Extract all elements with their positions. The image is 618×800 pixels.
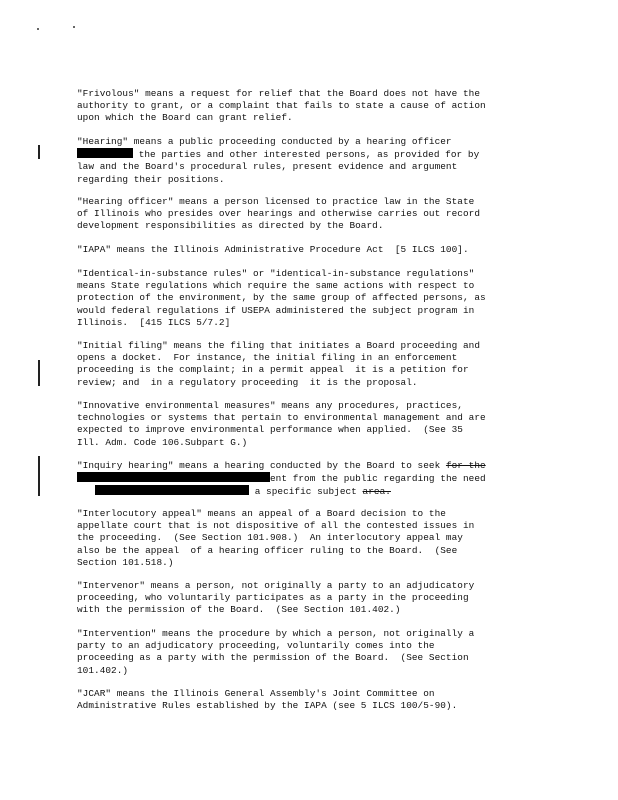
definition-frivolous: "Frivolous" means a request for relief that the Board does not have the authority to grant, or a complaint that fails to state a cause of action upon which the Board can grant relief. (77, 88, 486, 124)
scan-speck (73, 26, 75, 28)
redaction-block (77, 472, 270, 482)
redaction-block (95, 485, 249, 495)
redaction-block (77, 148, 133, 158)
definition-interlocutory-appeal: "Interlocutory appeal" means an appeal of a Board decision to the appellate court that is not dispositive of all the contested issues in the proceeding. (See Section 101.908.) An interlocutory appeal may also be the appeal of a hearing officer ruling to the Board. (See Section 101.518.) (77, 508, 475, 568)
definition-hearing: "Hearing" means a public proceeding conducted by a hearing officer the parties and other interested persons, as provided for by law and the Board's procedural rules, present evidence and argument regarding their positions. (77, 136, 480, 185)
definition-inquiry-hearing: "Inquiry hearing" means a hearing conducted by the Board to seek for the ent from the public regarding the need a specific subject area. (77, 460, 486, 498)
struck-text: for the (445, 460, 486, 471)
definition-iapa: "IAPA" means the Illinois Administrative Procedure Act [5 ILCS 100]. (77, 244, 469, 255)
definition-innovative-measures: "Innovative environmental measures" means any procedures, practices, technologies or systems that pertain to environmental management and are expected to improve environmental performance when applied. (See 35 Ill. Adm. Code 106.Subpart G.) (77, 400, 486, 448)
scan-speck (37, 28, 39, 30)
definition-initial-filing: "Initial filing" means the filing that initiates a Board proceeding and opens a docket. For instance, the initial filing in an enforcement proceeding is the complaint; in a permit appeal it is a petition for review; and in a regulatory proceeding it is the proposal. (77, 340, 480, 388)
definition-intervenor: "Intervenor" means a person, not originally a party to an adjudicatory proceeding, who voluntarily participates as a party in the proceeding with the permission of the Board. (See Section 101.402.) (77, 580, 475, 616)
definition-hearing-officer: "Hearing officer" means a person licensed to practice law in the State of Illinois who presides over hearings and otherwise carries out record development responsibilities as directed by the Board. (77, 196, 480, 232)
revision-bar (38, 145, 40, 159)
definition-jcar: "JCAR" means the Illinois General Assembly's Joint Committee on Administrative Rules established by the IAPA (see 5 ILCS 100/5-90). (77, 688, 458, 712)
definition-identical-in-substance: "Identical-in-substance rules" or "identical-in-substance regulations" means State regulations which require the same actions with respect to protection of the environment, by the same group of affected persons, as would federal regulations if USEPA administered the subject program in Illinois. [415 ILCS 5/7.2] (77, 268, 486, 328)
definition-intervention: "Intervention" means the procedure by which a person, not originally a party to an adjudicatory proceeding, voluntarily comes into the proceeding as a party with the permission of the Board. (See Section 101.402.) (77, 628, 475, 676)
revision-bar (38, 360, 40, 386)
revision-bar (38, 456, 40, 496)
